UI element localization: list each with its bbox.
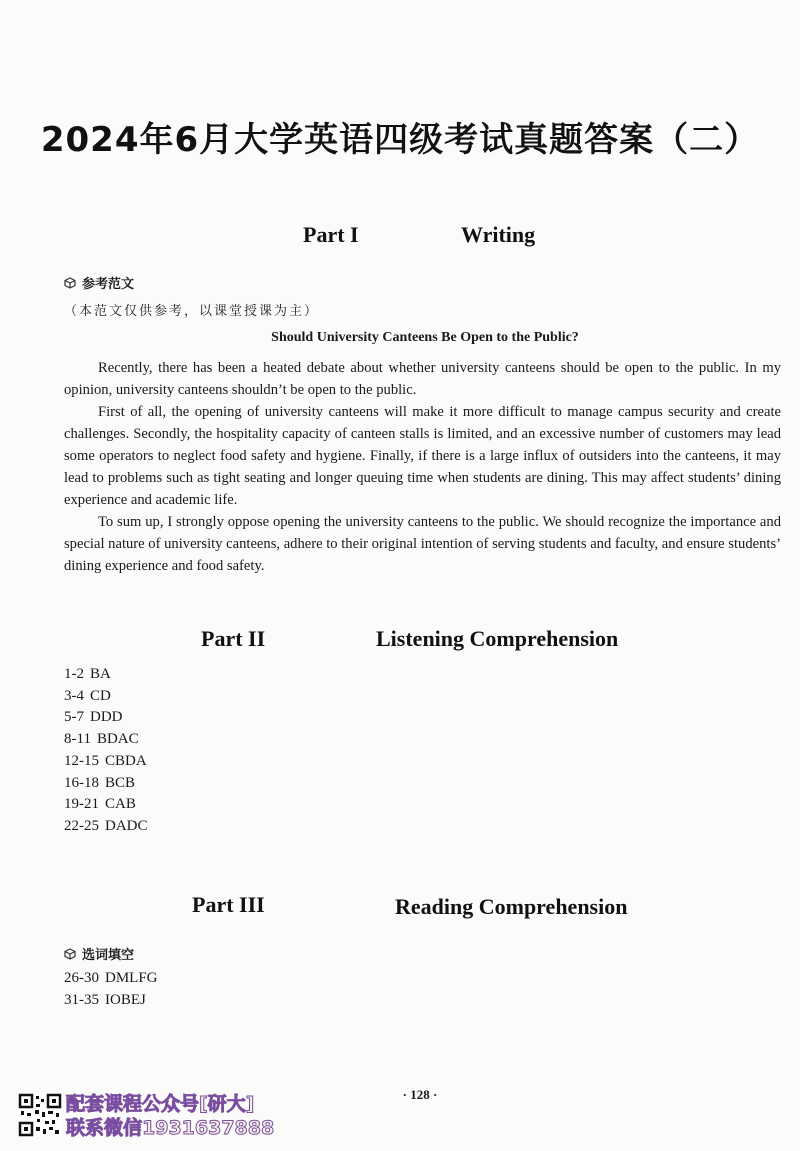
answer-row: 8-11 BDAC (64, 731, 139, 748)
qr-code-icon (18, 1093, 62, 1137)
part1-name: Writing (461, 222, 536, 247)
answer-row: 31-35 IOBEJ (64, 991, 146, 1008)
essay-body (64, 357, 781, 577)
cube-icon (64, 277, 76, 289)
promo-line-1: 配套课程公众号[研大] (66, 1093, 255, 1115)
answer-row: 3-4 CD (64, 687, 111, 704)
essay-title: Should University Canteens Be Open to the Public? (271, 330, 579, 345)
essay-note: （本范文仅供参考，以课堂授课为主） (64, 304, 320, 319)
essay-paragraph: To sum up, I strongly oppose opening the university canteens to the public. We should recognize the importance and special nature of university canteens, adhere to their original intention of serving students and faculty, and ensure students’ dining experience and food safety. (64, 514, 781, 574)
reference-essay-heading (64, 273, 134, 292)
part3-label: Part III (192, 892, 265, 917)
promo-line-2: 联系微信1931637888 (66, 1117, 275, 1139)
essay-paragraph: First of all, the opening of university canteens will make it more difficult to manage campus security and create challenges. Secondly, the hospitality capacity of canteen stalls is limited, and an excessive number of customers may lead some operators to neglect food safety and hygiene. Finally, if there is a large influx of outsiders into the canteens, it may lead to problems such as tight seating and longer queuing time when students are dining. This may affect students’ dining experience and academic life. (64, 404, 781, 508)
page-title: 2024年6月大学英语四级考试真题答案（二） (40, 120, 760, 160)
cloze-heading (64, 944, 134, 963)
section-label-text: 参考范文 (82, 277, 135, 292)
essay-paragraph: Recently, there has been a heated debate about whether university canteens should be open to the public. In my opinion, university canteens shouldn’t be open to the public. (64, 360, 781, 398)
answer-row: 19-21 CAB (64, 796, 136, 813)
part2-label: Part II (201, 626, 266, 651)
section-label-text: 选词填空 (82, 948, 135, 963)
answer-row: 26-30 DMLFG (64, 970, 158, 986)
answer-row: 1-2 BA (64, 666, 111, 682)
cube-icon (64, 948, 76, 960)
answer-row: 12-15 CBDA (64, 752, 147, 769)
page-number: · 128 · (402, 1087, 438, 1102)
part1-label: Part I (303, 222, 359, 247)
listening-answers (64, 664, 148, 838)
part3-name: Reading Comprehension (395, 894, 628, 919)
answer-row: 22-25 DADC (64, 817, 148, 834)
answer-row: 16-18 BCB (64, 774, 136, 791)
part2-name: Listening Comprehension (376, 626, 619, 651)
answer-row: 5-7 DDD (64, 709, 123, 726)
reading-answers (64, 968, 158, 1011)
